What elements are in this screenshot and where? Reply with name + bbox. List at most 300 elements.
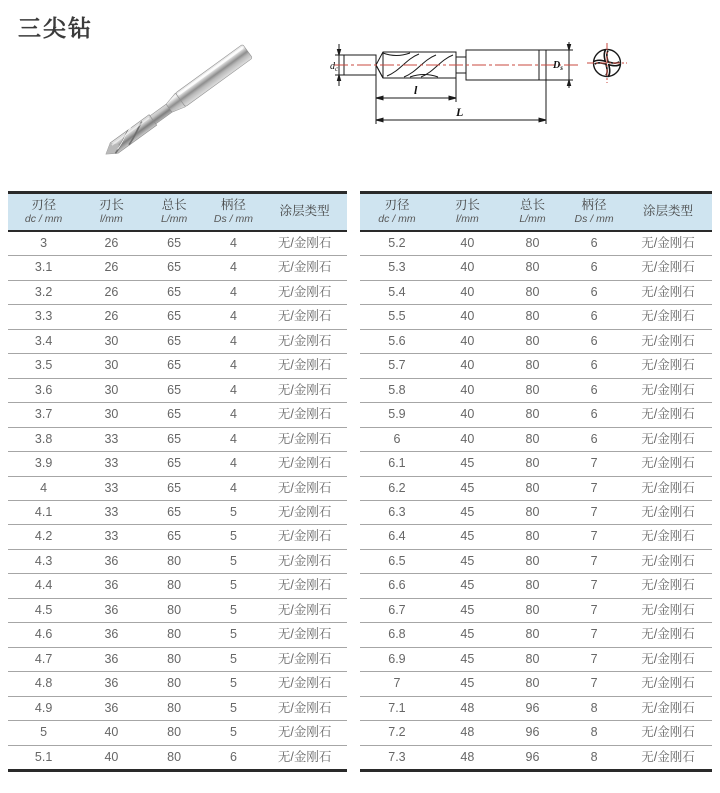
- table-cell: 无/金刚石: [624, 427, 712, 451]
- table-cell: 26: [79, 231, 143, 256]
- column-header-cn: 涂层类型: [642, 204, 693, 218]
- table-cell: 80: [144, 721, 205, 745]
- table-cell: 80: [501, 354, 564, 378]
- table-cell: 80: [501, 525, 564, 549]
- dim-label-L: L: [456, 105, 464, 119]
- table-cell: 4: [205, 427, 263, 451]
- table-cell: 4: [205, 231, 263, 256]
- table-cell: 7.2: [360, 721, 434, 745]
- table-cell: 8: [564, 696, 624, 720]
- table-row: [8, 329, 347, 353]
- table-cell: 65: [144, 231, 205, 256]
- table-row: [8, 721, 347, 745]
- table-cell: 65: [144, 280, 205, 304]
- table-cell: 3.1: [8, 256, 79, 280]
- column-header-1: [8, 193, 79, 232]
- table-cell: 26: [79, 256, 143, 280]
- table-cell: 4: [205, 280, 263, 304]
- table-cell: 7.3: [360, 745, 434, 770]
- table-cell: 80: [144, 549, 205, 573]
- table-cell: 无/金刚石: [262, 623, 347, 647]
- table-cell: 80: [144, 574, 205, 598]
- table-cell: 30: [79, 403, 143, 427]
- table-cell: 45: [434, 500, 501, 524]
- table-cell: 无/金刚石: [624, 452, 712, 476]
- table-cell: 4.1: [8, 500, 79, 524]
- table-cell: 7: [360, 672, 434, 696]
- table-cell: 3.8: [8, 427, 79, 451]
- table-cell: 7.1: [360, 696, 434, 720]
- table-cell: 无/金刚石: [262, 672, 347, 696]
- table-row: [360, 647, 712, 671]
- table-row: [8, 403, 347, 427]
- table-cell: 7: [564, 574, 624, 598]
- table-cell: 45: [434, 525, 501, 549]
- table-cell: 30: [79, 354, 143, 378]
- table-cell: 无/金刚石: [262, 476, 347, 500]
- table-cell: 5.3: [360, 256, 434, 280]
- table-row: [360, 329, 712, 353]
- table-cell: 80: [501, 672, 564, 696]
- table-cell: 无/金刚石: [624, 329, 712, 353]
- column-header-cn: 涂层类型: [279, 204, 330, 218]
- table-cell: 无/金刚石: [624, 378, 712, 402]
- table-cell: 80: [144, 745, 205, 770]
- table-cell: 4.5: [8, 598, 79, 622]
- table-cell: 无/金刚石: [624, 256, 712, 280]
- table-row: [360, 672, 712, 696]
- table-cell: 无/金刚石: [624, 745, 712, 770]
- column-header-2: [79, 193, 143, 232]
- table-cell: 65: [144, 452, 205, 476]
- table-cell: 80: [501, 329, 564, 353]
- table-row: [8, 378, 347, 402]
- table-cell: 4.2: [8, 525, 79, 549]
- dim-label-Ds: $D_s$: [553, 60, 563, 72]
- drill-bit-photo: [90, 22, 330, 192]
- table-cell: 40: [434, 256, 501, 280]
- table-cell: 80: [501, 623, 564, 647]
- table-cell: 4.8: [8, 672, 79, 696]
- table-cell: 无/金刚石: [262, 452, 347, 476]
- column-header-unit: Ds / mm: [574, 213, 614, 225]
- table-cell: 无/金刚石: [624, 574, 712, 598]
- table-cell: 96: [501, 721, 564, 745]
- dimension-diagram: [330, 40, 715, 148]
- table-cell: 65: [144, 476, 205, 500]
- table-cell: 80: [501, 231, 564, 256]
- table-cell: 65: [144, 329, 205, 353]
- table-cell: 80: [501, 256, 564, 280]
- table-cell: 无/金刚石: [262, 305, 347, 329]
- table-cell: 5: [205, 574, 263, 598]
- table-cell: 80: [501, 452, 564, 476]
- table-cell: 26: [79, 280, 143, 304]
- table-cell: 无/金刚石: [262, 256, 347, 280]
- table-row: [8, 745, 347, 770]
- table-cell: 无/金刚石: [262, 598, 347, 622]
- table-cell: 5: [205, 598, 263, 622]
- table-cell: 40: [434, 403, 501, 427]
- table-cell: 7: [564, 452, 624, 476]
- table-cell: 无/金刚石: [262, 574, 347, 598]
- table-cell: 无/金刚石: [262, 329, 347, 353]
- table-row: [8, 354, 347, 378]
- table-cell: 无/金刚石: [262, 549, 347, 573]
- table-cell: 40: [434, 378, 501, 402]
- table-cell: 7: [564, 623, 624, 647]
- table-cell: 7: [564, 525, 624, 549]
- table-cell: 5: [205, 549, 263, 573]
- table-row: [8, 598, 347, 622]
- table-cell: 33: [79, 427, 143, 451]
- table-cell: 40: [434, 427, 501, 451]
- table-cell: 5: [205, 525, 263, 549]
- table-cell: 5.6: [360, 329, 434, 353]
- table-cell: 65: [144, 500, 205, 524]
- table-row: [360, 721, 712, 745]
- table-row: [8, 574, 347, 598]
- table-cell: 96: [501, 696, 564, 720]
- table-cell: 80: [501, 647, 564, 671]
- table-cell: 6.2: [360, 476, 434, 500]
- table-cell: 6.7: [360, 598, 434, 622]
- table-row: [8, 280, 347, 304]
- table-cell: 5: [205, 647, 263, 671]
- table-cell: 80: [501, 305, 564, 329]
- table-cell: 无/金刚石: [262, 231, 347, 256]
- table-cell: 无/金刚石: [624, 598, 712, 622]
- column-header-cn: 刃长: [454, 198, 480, 212]
- dim-label-l: l: [414, 83, 418, 97]
- table-cell: 5: [205, 696, 263, 720]
- column-header-1: [360, 193, 434, 232]
- table-cell: 80: [501, 403, 564, 427]
- table-cell: 4: [205, 354, 263, 378]
- table-cell: 80: [501, 378, 564, 402]
- table-cell: 无/金刚石: [624, 721, 712, 745]
- table-cell: 4.3: [8, 549, 79, 573]
- table-cell: 6: [205, 745, 263, 770]
- table-cell: 6.3: [360, 500, 434, 524]
- table-cell: 65: [144, 427, 205, 451]
- column-header-unit: dc / mm: [24, 213, 63, 225]
- table-cell: 33: [79, 500, 143, 524]
- table-row: [360, 305, 712, 329]
- table-cell: 80: [501, 280, 564, 304]
- table-cell: 4.7: [8, 647, 79, 671]
- table-cell: 4: [205, 305, 263, 329]
- table-cell: 65: [144, 378, 205, 402]
- column-header-3: [144, 193, 205, 232]
- table-cell: 无/金刚石: [262, 427, 347, 451]
- table-cell: 40: [434, 280, 501, 304]
- table-cell: 6: [564, 354, 624, 378]
- table-row: [8, 452, 347, 476]
- table-row: [8, 427, 347, 451]
- table-cell: 36: [79, 574, 143, 598]
- table-cell: 3: [8, 231, 79, 256]
- column-header-unit: dc / mm: [378, 213, 416, 225]
- table-row: [360, 745, 712, 770]
- table-cell: 3.6: [8, 378, 79, 402]
- header-row: [360, 193, 712, 232]
- table-cell: 无/金刚石: [262, 280, 347, 304]
- table-cell: 5.7: [360, 354, 434, 378]
- table-cell: 无/金刚石: [624, 647, 712, 671]
- table-row: [8, 305, 347, 329]
- table-cell: 5.9: [360, 403, 434, 427]
- table-cell: 6: [564, 280, 624, 304]
- table-cell: 无/金刚石: [262, 354, 347, 378]
- table-cell: 无/金刚石: [262, 525, 347, 549]
- table-cell: 4: [205, 403, 263, 427]
- table-cell: 33: [79, 476, 143, 500]
- table-cell: 无/金刚石: [624, 549, 712, 573]
- table-row: [360, 403, 712, 427]
- table-row: [360, 378, 712, 402]
- table-cell: 5.8: [360, 378, 434, 402]
- table-row: [360, 574, 712, 598]
- table-cell: 3.5: [8, 354, 79, 378]
- table-cell: 5.4: [360, 280, 434, 304]
- table-cell: 无/金刚石: [262, 378, 347, 402]
- table-row: [360, 500, 712, 524]
- table-cell: 80: [501, 500, 564, 524]
- table-cell: 6.5: [360, 549, 434, 573]
- table-cell: 80: [144, 598, 205, 622]
- table-cell: 48: [434, 721, 501, 745]
- column-header-cn: 柄径: [581, 198, 607, 212]
- table-cell: 33: [79, 525, 143, 549]
- table-cell: 7: [564, 549, 624, 573]
- table-row: [360, 280, 712, 304]
- table-cell: 6: [564, 378, 624, 402]
- table-row: [8, 476, 347, 500]
- table-cell: 7: [564, 598, 624, 622]
- table-cell: 36: [79, 647, 143, 671]
- table-cell: 45: [434, 574, 501, 598]
- table-cell: 26: [79, 305, 143, 329]
- table-cell: 7: [564, 476, 624, 500]
- table-cell: 40: [434, 305, 501, 329]
- table-cell: 65: [144, 354, 205, 378]
- table-cell: 5.5: [360, 305, 434, 329]
- table-cell: 8: [564, 721, 624, 745]
- table-cell: 45: [434, 672, 501, 696]
- table-cell: 无/金刚石: [624, 623, 712, 647]
- column-header-cn: 总长: [519, 198, 545, 212]
- spec-table-left: [8, 191, 347, 772]
- column-header-cn: 刃径: [384, 198, 410, 212]
- table-cell: 3.9: [8, 452, 79, 476]
- table-cell: 5: [8, 721, 79, 745]
- table-cell: 6: [564, 305, 624, 329]
- table-cell: 36: [79, 696, 143, 720]
- table-cell: 6.9: [360, 647, 434, 671]
- table-cell: 4: [205, 476, 263, 500]
- table-cell: 4: [205, 329, 263, 353]
- table-cell: 无/金刚石: [262, 696, 347, 720]
- table-cell: 48: [434, 745, 501, 770]
- table-cell: 80: [501, 476, 564, 500]
- table-row: [360, 549, 712, 573]
- table-row: [360, 696, 712, 720]
- page-title: 三尖钻: [18, 15, 93, 41]
- table-row: [8, 525, 347, 549]
- table-cell: 30: [79, 378, 143, 402]
- column-header-5: [262, 193, 347, 232]
- table-row: [8, 623, 347, 647]
- table-cell: 36: [79, 672, 143, 696]
- table-cell: 4: [205, 452, 263, 476]
- table-cell: 7: [564, 500, 624, 524]
- table-cell: 80: [501, 574, 564, 598]
- table-row: [8, 549, 347, 573]
- table-cell: 6.8: [360, 623, 434, 647]
- column-header-3: [501, 193, 564, 232]
- table-cell: 80: [144, 696, 205, 720]
- table-row: [8, 672, 347, 696]
- table-row: [360, 525, 712, 549]
- column-header-cn: 柄径: [220, 198, 246, 212]
- table-cell: 无/金刚石: [624, 280, 712, 304]
- table-cell: 无/金刚石: [262, 745, 347, 770]
- table-row: [360, 598, 712, 622]
- table-cell: 80: [144, 672, 205, 696]
- table-cell: 45: [434, 476, 501, 500]
- table-cell: 80: [144, 647, 205, 671]
- table-cell: 4: [205, 256, 263, 280]
- table-cell: 5: [205, 500, 263, 524]
- dim-label-dc: $d_c$: [330, 61, 339, 73]
- table-cell: 5: [205, 721, 263, 745]
- table-row: [8, 696, 347, 720]
- column-header-4: [564, 193, 624, 232]
- table-cell: 6: [564, 427, 624, 451]
- table-cell: 30: [79, 329, 143, 353]
- table-cell: 无/金刚石: [624, 525, 712, 549]
- table-cell: 无/金刚石: [262, 721, 347, 745]
- table-cell: 6: [564, 403, 624, 427]
- table-row: [8, 500, 347, 524]
- spec-tables: [8, 191, 712, 772]
- column-header-cn: 刃径: [31, 198, 57, 212]
- column-header-2: [434, 193, 501, 232]
- table-cell: 45: [434, 452, 501, 476]
- table-cell: 36: [79, 623, 143, 647]
- table-cell: 7: [564, 672, 624, 696]
- table-cell: 4: [8, 476, 79, 500]
- table-cell: 6: [564, 329, 624, 353]
- table-cell: 5.1: [8, 745, 79, 770]
- column-header-4: [205, 193, 263, 232]
- table-row: [360, 623, 712, 647]
- table-cell: 80: [501, 427, 564, 451]
- column-header-cn: 总长: [161, 198, 187, 212]
- table-cell: 80: [501, 598, 564, 622]
- table-cell: 6: [360, 427, 434, 451]
- table-cell: 40: [79, 745, 143, 770]
- table-row: [8, 647, 347, 671]
- table-cell: 45: [434, 598, 501, 622]
- table-cell: 5: [205, 623, 263, 647]
- table-cell: 48: [434, 696, 501, 720]
- table-cell: 65: [144, 403, 205, 427]
- table-cell: 3.3: [8, 305, 79, 329]
- table-cell: 45: [434, 623, 501, 647]
- table-cell: 65: [144, 256, 205, 280]
- table-row: [8, 231, 347, 256]
- table-cell: 无/金刚石: [624, 672, 712, 696]
- table-cell: 40: [79, 721, 143, 745]
- table-row: [360, 476, 712, 500]
- table-cell: 无/金刚石: [624, 305, 712, 329]
- table-cell: 无/金刚石: [624, 231, 712, 256]
- table-cell: 80: [501, 549, 564, 573]
- table-cell: 33: [79, 452, 143, 476]
- table-cell: 4.4: [8, 574, 79, 598]
- table-cell: 无/金刚石: [624, 476, 712, 500]
- table-cell: 80: [144, 623, 205, 647]
- table-cell: 4.9: [8, 696, 79, 720]
- column-header-5: [624, 193, 712, 232]
- table-cell: 96: [501, 745, 564, 770]
- table-cell: 36: [79, 598, 143, 622]
- table-cell: 3.7: [8, 403, 79, 427]
- column-header-unit: Ds / mm: [213, 213, 253, 225]
- table-cell: 36: [79, 549, 143, 573]
- column-header-unit: l/mm: [100, 213, 123, 225]
- column-header-unit: L/mm: [519, 213, 546, 225]
- header-row: [8, 193, 347, 232]
- table-cell: 40: [434, 329, 501, 353]
- table-cell: 65: [144, 525, 205, 549]
- table-cell: 3.4: [8, 329, 79, 353]
- table-cell: 无/金刚石: [262, 500, 347, 524]
- table-cell: 6: [564, 256, 624, 280]
- table-cell: 5: [205, 672, 263, 696]
- table-row: [360, 256, 712, 280]
- table-cell: 3.2: [8, 280, 79, 304]
- spec-table-right: [360, 191, 712, 772]
- table-row: [360, 452, 712, 476]
- table-row: [360, 354, 712, 378]
- drill-bit-shape: [101, 44, 253, 161]
- column-header-cn: 刃长: [98, 198, 124, 212]
- table-cell: 4.6: [8, 623, 79, 647]
- table-cell: 无/金刚石: [624, 403, 712, 427]
- table-cell: 6.6: [360, 574, 434, 598]
- table-cell: 无/金刚石: [624, 500, 712, 524]
- table-cell: 4: [205, 378, 263, 402]
- table-row: [360, 231, 712, 256]
- table-cell: 5.2: [360, 231, 434, 256]
- table-cell: 40: [434, 354, 501, 378]
- table-cell: 无/金刚石: [262, 647, 347, 671]
- table-cell: 45: [434, 647, 501, 671]
- table-cell: 无/金刚石: [624, 696, 712, 720]
- column-header-unit: L/mm: [160, 213, 188, 225]
- table-cell: 6: [564, 231, 624, 256]
- table-cell: 7: [564, 647, 624, 671]
- table-row: [360, 427, 712, 451]
- table-cell: 无/金刚石: [624, 354, 712, 378]
- table-cell: 40: [434, 231, 501, 256]
- column-header-unit: l/mm: [455, 213, 479, 225]
- table-cell: 65: [144, 305, 205, 329]
- table-row: [8, 256, 347, 280]
